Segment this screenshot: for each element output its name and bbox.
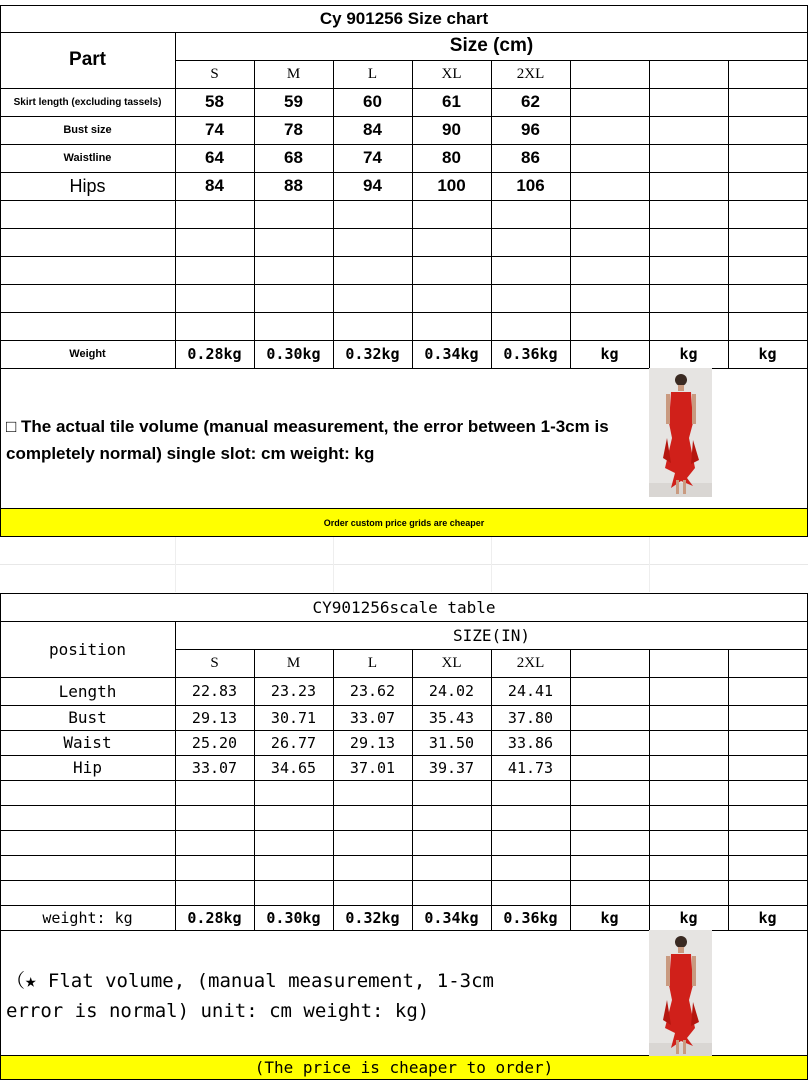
table-cell: 84	[363, 120, 382, 139]
flat-volume-note-line1: （★ Flat volume, (manual measurement, 1-3cm	[6, 970, 494, 992]
weight-cell: 0.34kg	[424, 345, 479, 363]
weight-cell: 0.30kg	[266, 908, 321, 927]
weight-label: Weight	[69, 348, 106, 360]
product-photo	[649, 368, 712, 497]
table-cell: 86	[521, 148, 540, 167]
table-cell: 29.13	[349, 733, 396, 752]
weight-cell: 0.30kg	[266, 345, 321, 363]
weight-cell: 0.28kg	[187, 908, 242, 927]
size-col-xl: XL	[441, 65, 462, 82]
table-cell: 33.07	[349, 708, 396, 727]
size-col-m: M	[286, 654, 301, 671]
size-header: Size (cm)	[449, 35, 534, 56]
table-cell: 41.73	[507, 758, 554, 777]
row-label-bust: Bust	[68, 708, 107, 727]
position-header: position	[48, 639, 127, 659]
table-cell: 26.77	[270, 733, 317, 752]
weight-cell: 0.28kg	[187, 345, 242, 363]
size-in-header: SIZE(IN)	[452, 625, 531, 645]
chart1-title: Cy 901256 Size chart	[319, 8, 489, 28]
box-glyph: □	[6, 417, 17, 436]
row-label-hips: Hips	[69, 175, 106, 196]
promo-banner-2: (The price is cheaper to order)	[254, 1058, 554, 1077]
table-cell: 24.02	[428, 682, 475, 700]
weight-cell: 0.36kg	[503, 908, 558, 927]
size-col-xl: XL	[441, 654, 462, 671]
table-cell: 33.07	[191, 758, 238, 777]
row-label-length: Length	[58, 681, 117, 701]
row-label-skirt-length: Skirt length (excluding tassels)	[13, 96, 162, 108]
weight-cell: 0.32kg	[345, 908, 400, 927]
table-cell: 33.86	[507, 733, 554, 752]
table-cell: 94	[363, 176, 382, 195]
table-cell: 74	[363, 148, 382, 167]
table-cell: 100	[437, 176, 466, 195]
weight-cell: kg	[679, 345, 698, 363]
row-label-hip: Hip	[73, 758, 102, 777]
table-cell: 88	[284, 176, 303, 195]
table-cell: 84	[205, 176, 224, 195]
row-label-waist: Waistline	[63, 152, 112, 164]
size-col-2xl: 2XL	[516, 65, 545, 82]
size-col-s: S	[210, 65, 219, 82]
product-photo	[649, 930, 712, 1057]
table-cell: 39.37	[428, 758, 475, 777]
table-cell: 59	[284, 92, 303, 111]
separator-grid	[0, 537, 808, 592]
measurement-note-text: The actual tile volume (manual measurement, the error between 1-3cm is completely normal) single slot: cm weight: kg	[6, 417, 609, 463]
size-col-m: M	[286, 65, 301, 82]
table-cell: 68	[284, 148, 303, 167]
weight-cell: 0.32kg	[345, 345, 400, 363]
table-cell: 24.41	[507, 682, 554, 700]
table-cell: 96	[521, 120, 540, 139]
table-cell: 80	[442, 148, 461, 167]
table-cell: 90	[442, 120, 461, 139]
table-cell: 37.01	[349, 758, 396, 777]
weight-cell: kg	[758, 345, 777, 363]
table-cell: 23.62	[349, 682, 396, 700]
table-cell: 31.50	[428, 733, 475, 752]
row-label-waist: Waist	[63, 733, 112, 752]
table-cell: 29.13	[191, 708, 238, 727]
size-col-2xl: 2XL	[516, 654, 545, 671]
flat-volume-note-line2: error is normal) unit: cm weight: kg)	[6, 1000, 430, 1022]
table-cell: 60	[363, 92, 382, 111]
weight-cell: 0.36kg	[503, 345, 558, 363]
size-col-l: L	[367, 65, 378, 82]
table-cell: 23.23	[270, 682, 317, 700]
table-cell: 37.80	[507, 708, 554, 727]
part-header: Part	[69, 49, 106, 70]
weight-cell: kg	[600, 345, 619, 363]
size-col-l: L	[367, 654, 378, 671]
table-cell: 58	[205, 92, 224, 111]
table-cell: 35.43	[428, 708, 475, 727]
table-cell: 74	[205, 120, 224, 139]
weight-cell: 0.34kg	[424, 908, 479, 927]
row-label-bust: Bust size	[63, 124, 112, 136]
flat-volume-note	[6, 966, 494, 1026]
table-cell: 34.65	[270, 758, 317, 777]
table-cell: 106	[516, 176, 545, 195]
weight-cell: kg	[758, 908, 777, 927]
weight-cell: kg	[600, 908, 619, 927]
size-col-s: S	[210, 654, 219, 671]
table-cell: 61	[442, 92, 461, 111]
table-cell: 22.83	[191, 682, 238, 700]
weight-label: weight: kg	[42, 908, 133, 927]
measurement-note	[6, 413, 626, 467]
table-cell: 64	[205, 148, 224, 167]
weight-cell: kg	[679, 908, 698, 927]
table-cell: 30.71	[270, 708, 317, 727]
promo-banner: Order custom price grids are cheaper	[323, 517, 485, 528]
table-cell: 78	[284, 120, 303, 139]
table-cell: 25.20	[191, 733, 238, 752]
table-cell: 62	[521, 92, 540, 111]
chart2-title: CY901256scale table	[312, 598, 496, 617]
